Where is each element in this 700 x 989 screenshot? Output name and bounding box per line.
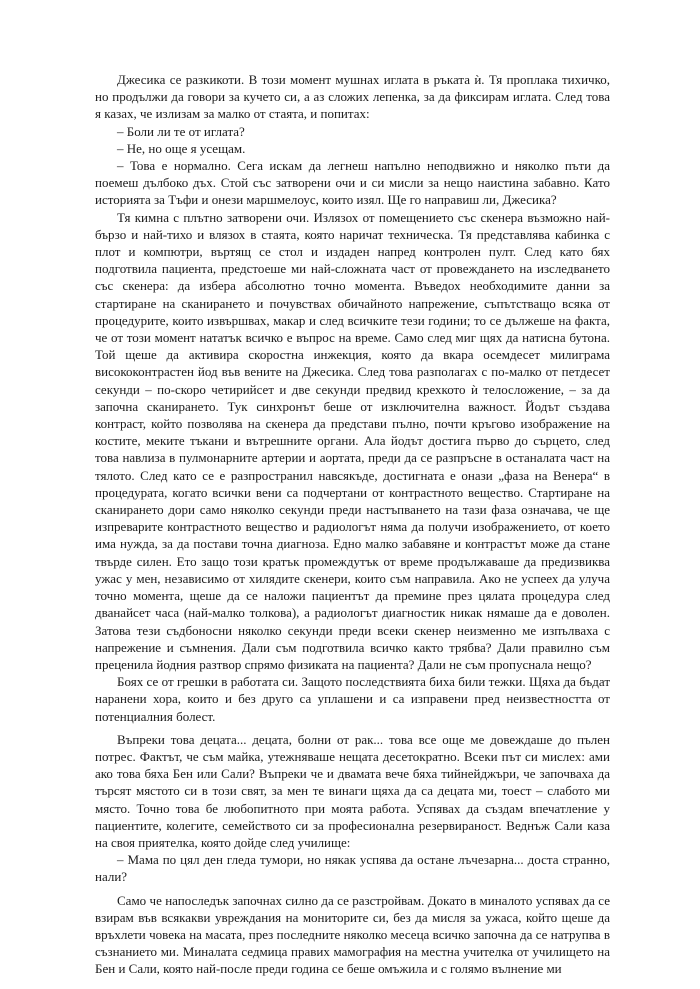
paragraph: Джесика се разкикоти. В този момент мушнах иглата в ръката ѝ. Тя проплака тихичко, но продължи да говори за кучето си, а аз сложих лепенка, за да фиксирам иглата. След това я казах, че излизам за малко от стаята, и попитах: xyxy=(95,72,610,122)
dialogue-line: – Мама по цял ден гледа тумори, но някак успява да остане лъчезарна... доста странно, нали? xyxy=(95,852,610,885)
paragraph: Боях се от грешки в работата си. Защото последствията биха били тежки. Щяха да бъдат наранени хора, които и без друго са уплашени и са изправени пред неизвестността от потенциалния болест. xyxy=(95,674,610,724)
paragraph: Само че напоследък започнах силно да се разстройвам. Докато в миналото успявах да се взирам във всякакви увреждания на мониторите си, без да мисля за ужаса, който щеше да връхлети човека на масата, през последните няколко месеца всичко започна да се натрупва в съзнанието ми. Миналата седмица правих мамография на местна учителка от училището на Бен и Сали, която най-после преди година се беше омъжила и с голямо вълнение ми xyxy=(95,892,610,977)
document-body xyxy=(95,71,610,978)
dialogue-line: – Боли ли те от иглата? xyxy=(117,123,245,139)
paragraph: Въпреки това децата... децата, болни от рак... това все още ме довеждаше до пълен потрес. Фактът, че съм майка, утежняваше нещата десетократно. Всеки път си мислех: ами ако това бяха Бен или Сали? Въпреки че и двамата вече бяха тийнейджъри, че започваха да търсят мястото си в този свят, за мен те винаги щяха да са децата ми, тоест – слабото ми място. Точно това бе любопитното при моята работа. Успявах да създам впечатление у пациентите, колегите, семейството си за професионална резервираност. Веднъж Сали каза на своя приятелка, която дойде след училище: xyxy=(95,731,610,850)
paragraph: Тя кимна с плътно затворени очи. Излязох от помещението със скенера възможно най-бързо и най-тихо и влязох в стаята, която наричат техническа. Тя представлява кабинка с плот и компютри, въртящ се стол и издаден напред контролен пулт. След като бях подготвила пациента, предстоеше ми най-сложната част от провеждането на изследването със скенера: да избера абсолютно точно момента. Въведох необходимите данни за стартиране на сканирането и почувствах обичайното напрежение, съпътстващо всяка от процедурите, които извършвах, макар и след всичките тези години; то се дължеше на факта, че от този момент нататък всичко е въпрос на време. Само след миг щях да натисна бутона. Той щеше да активира скоростна инжекция, която да вкара осемдесет милиграма висококонтрастен йод във вените на Джесика. След това разполагах с по-малко от петдесет секунди – по-скоро четирийсет и две секунди предвид крехкото ѝ телосложение, – за да започна сканирането. Тук синхронът беше от изключителна важност. Йодът създава контраст, който позволява на скенера да представи пълно, почти кръгово изображение на костите, меките тъкани и вътрешните органи. Ала йодът достига първо до сърцето, след това навлиза в пулмонарните артерии и аортата, преди да се разпръсне в останалата част на тялото. След като се е разпространил навсякъде, достигната е онази „фаза на Венера“ в процедурата, когато всички вени са подчертани от контрастното вещество. Стартиране на сканирането дори само няколко секунди преди настъпването на тази фаза означава, че ще изпреварите контрастното вещество и радиологът няма да получи изображението, от което има нужда, за да постави точна диагноза. Едно малко забавяне и контрастът може да стане твърде силен. Ето защо този кратък промеждутък от време продължаваше да предизвиква ужас у мен, независимо от хилядите скенери, които съм направила. Ако не успеех да улуча точно момента, щеше да се наложи пациентът да премине през цялата процедура след дванайсет часа (най-малко толкова), а радиологът диагностик никак нямаше да е доволен. Затова тези съдбоносни няколко секунди преди всеки скенер неизменно ме изпълваха с напрежение и съмнения. Дали съм подготвила всичко както трябва? Дали правилно съм преценила йодния разтвор спрямо физиката на пациента? Дали не съм пропуснала нещо? xyxy=(95,209,610,672)
dialogue-line: – Не, но още я усещам. xyxy=(117,140,246,156)
dialogue-line: – Това е нормално. Сега искам да легнеш напълно неподвижно и няколко пъти да поемеш дълбоко дъх. Стой със затворени очи и си мисли за нещо наистина забавно. Като историята за Тъфи и онези маршмелоус, които изял. Ще го направиш ли, Джесика? xyxy=(95,158,610,208)
